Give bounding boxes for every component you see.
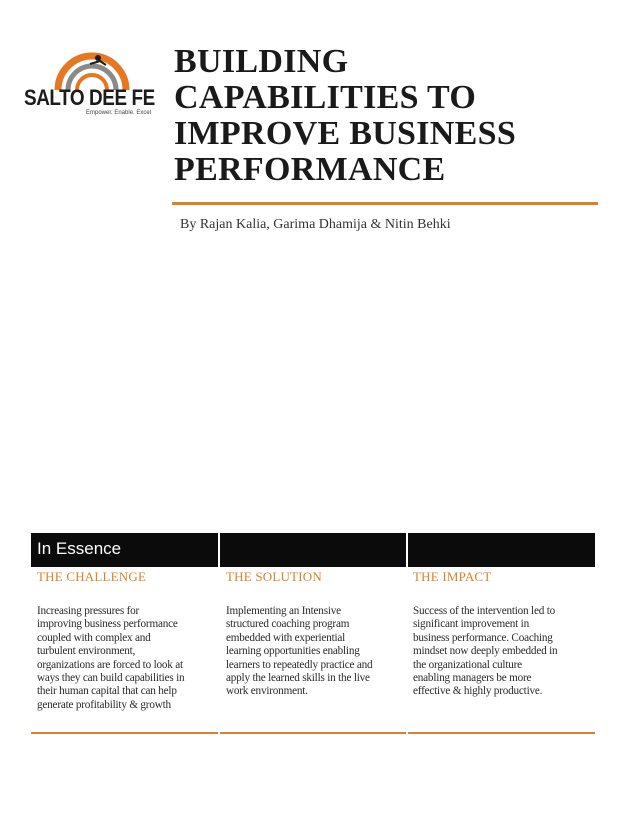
author-byline: By Rajan Kalia, Garima Dhamija & Nitin Behki	[180, 217, 451, 232]
body-line: generate profitability & growth	[37, 698, 171, 711]
body-line: the organizational culture	[413, 658, 522, 671]
bottom-divider	[220, 732, 406, 734]
body-line: apply the learned skills in the live	[226, 672, 370, 685]
body-line: Success of the intervention led to	[413, 605, 556, 617]
body-line: mindset now deeply embedded in	[413, 645, 558, 658]
body-line: coupled with complex and	[37, 631, 151, 644]
body-line: structured coaching program	[226, 618, 350, 631]
body-line: organizations are forced to look at	[37, 658, 183, 671]
body-line: work environment.	[226, 685, 308, 698]
body-line: effective & highly productive.	[413, 685, 543, 698]
company-logo	[22, 52, 160, 122]
logo-wordmark: SALTO DEE FE	[24, 85, 155, 110]
document-title	[174, 44, 614, 188]
title-line: PERFORMANCE	[174, 151, 446, 188]
body-line: turbulent environment,	[37, 645, 136, 658]
body-line: learners to repeatedly practice and	[226, 658, 373, 671]
challenge-column	[37, 569, 217, 712]
body-line: Increasing pressures for	[37, 605, 140, 617]
column-heading: THE CHALLENGE	[37, 569, 147, 584]
in-essence-label: In Essence	[37, 539, 122, 558]
column-body	[37, 605, 217, 712]
body-line: Implementing an Intensive	[226, 605, 341, 617]
bottom-divider	[408, 732, 595, 734]
body-line: their human capital that can help	[37, 685, 177, 698]
column-body	[413, 605, 593, 699]
title-line: IMPROVE BUSINESS	[174, 115, 517, 152]
solution-column	[226, 569, 406, 699]
essence-header-cell	[31, 533, 218, 567]
body-line: learning opportunities enabling	[226, 645, 360, 658]
body-line: embedded with experiential	[226, 631, 346, 644]
body-line: business performance. Coaching	[413, 631, 553, 644]
column-heading: THE SOLUTION	[226, 569, 322, 584]
title-divider	[172, 202, 598, 205]
column-heading: THE IMPACT	[413, 569, 492, 584]
essence-header-cell	[220, 533, 407, 567]
impact-column	[413, 569, 593, 699]
body-line: enabling managers be more	[413, 672, 532, 685]
bottom-divider	[31, 732, 218, 734]
in-essence-header-bar	[31, 533, 595, 567]
essence-header-cell	[408, 533, 595, 567]
body-line: significant improvement in	[413, 618, 529, 631]
column-body	[226, 605, 406, 699]
title-line: CAPABILITIES TO	[174, 79, 477, 116]
body-line: improving business performance	[37, 618, 178, 631]
body-line: ways they can build capabilities in	[37, 672, 185, 685]
title-line: BUILDING	[174, 43, 349, 80]
logo-tagline: Empower. Enable. Excel	[86, 110, 152, 116]
